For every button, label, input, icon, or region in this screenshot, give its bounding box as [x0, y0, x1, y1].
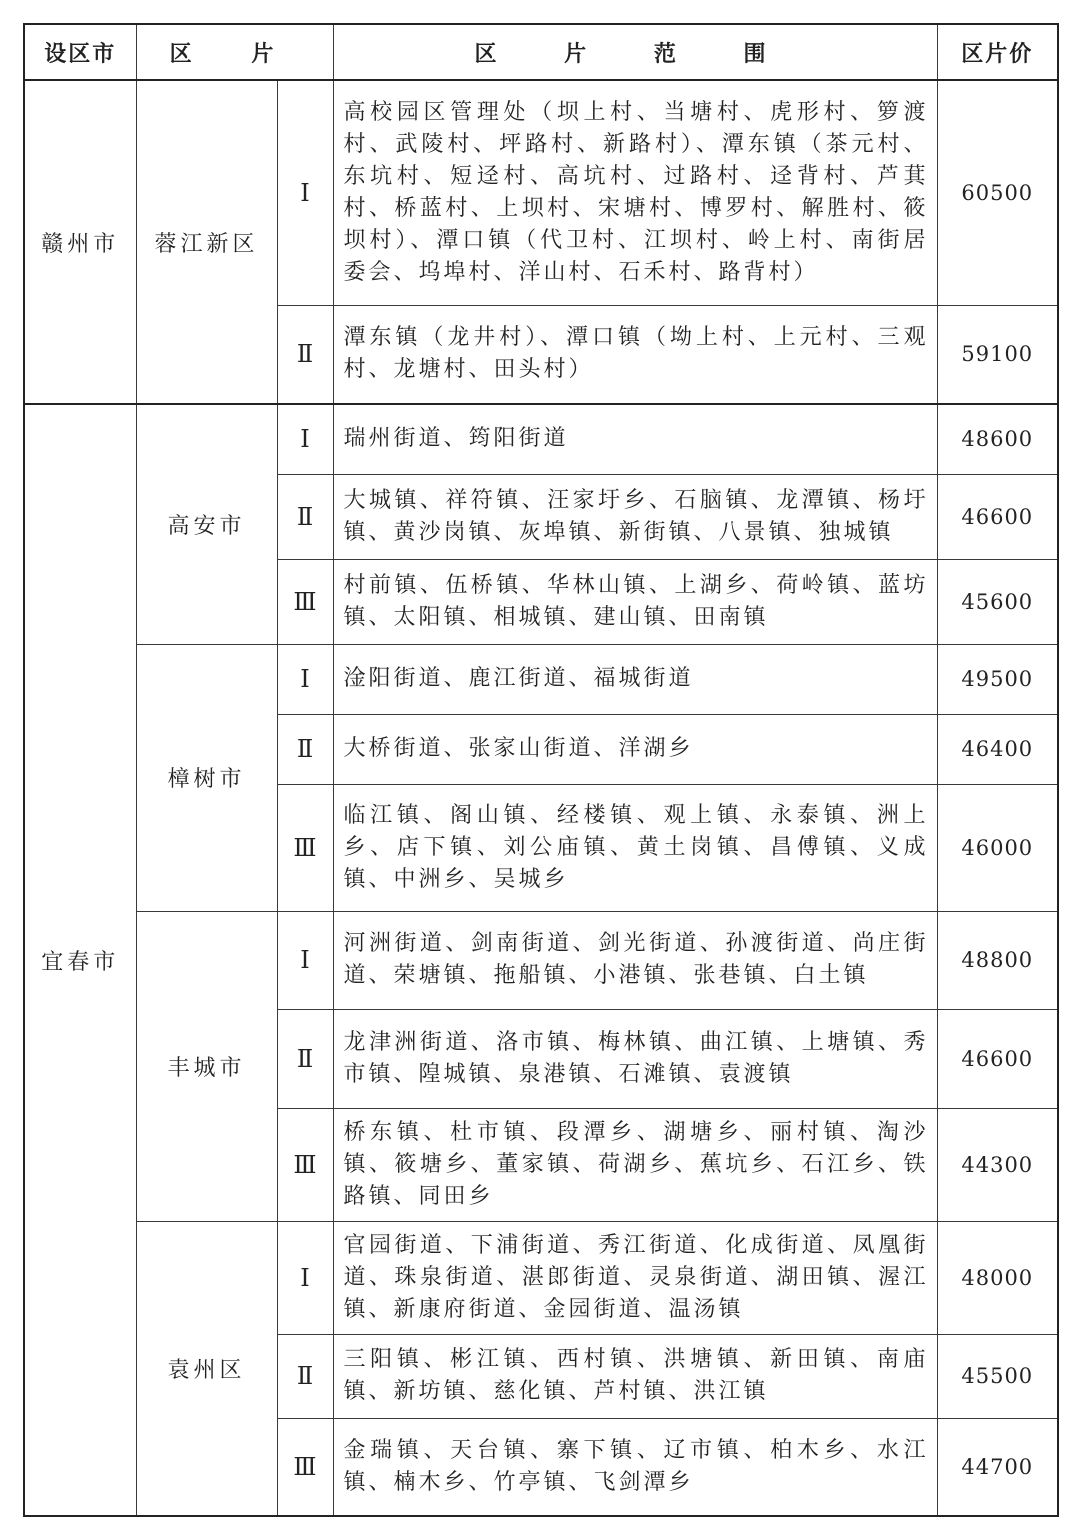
- zone-cell: Ⅰ: [277, 404, 333, 474]
- zone-cell: Ⅱ: [277, 1334, 333, 1418]
- zone-cell: Ⅰ: [277, 1221, 333, 1334]
- price-cell: 48600: [937, 404, 1058, 474]
- price-cell: 44300: [937, 1108, 1058, 1221]
- zone-cell: Ⅲ: [277, 559, 333, 644]
- range-cell: 潭东镇（龙井村）、潭口镇（坳上村、上元村、三观村、龙塘村、田头村）: [333, 305, 937, 404]
- range-cell: 大桥街道、张家山街道、洋湖乡: [333, 714, 937, 784]
- zone-cell: Ⅲ: [277, 1108, 333, 1221]
- zone-cell: Ⅰ: [277, 911, 333, 1009]
- table-row: [24, 80, 1058, 305]
- district-cell: 高安市: [136, 404, 277, 644]
- price-cell: 46600: [937, 474, 1058, 559]
- table-row: [24, 644, 1058, 714]
- land-price-table: [23, 23, 1059, 1517]
- price-cell: 44700: [937, 1418, 1058, 1516]
- district-cell: 袁州区: [136, 1221, 277, 1516]
- range-cell: 桥东镇、杜市镇、段潭乡、湖塘乡、丽村镇、淘沙镇、筱塘乡、董家镇、荷湖乡、蕉坑乡、石江乡、铁路镇、同田乡: [333, 1108, 937, 1221]
- price-cell: 49500: [937, 644, 1058, 714]
- header-range: 区 片 范 围: [333, 24, 937, 80]
- district-cell: 蓉江新区: [136, 80, 277, 404]
- price-cell: 46600: [937, 1009, 1058, 1108]
- range-cell: 临江镇、阁山镇、经楼镇、观上镇、永泰镇、洲上乡、店下镇、刘公庙镇、黄土岗镇、昌傅镇、义成镇、中洲乡、吴城乡: [333, 784, 937, 911]
- range-cell: 龙津洲街道、洛市镇、梅林镇、曲江镇、上塘镇、秀市镇、隍城镇、泉港镇、石滩镇、袁渡镇: [333, 1009, 937, 1108]
- price-cell: 59100: [937, 305, 1058, 404]
- zone-cell: Ⅱ: [277, 714, 333, 784]
- city-cell: 赣州市: [24, 80, 136, 404]
- district-cell: 丰城市: [136, 911, 277, 1221]
- price-cell: 46400: [937, 714, 1058, 784]
- range-cell: 淦阳街道、鹿江街道、福城街道: [333, 644, 937, 714]
- range-cell: 瑞州街道、筠阳街道: [333, 404, 937, 474]
- district-cell: 樟树市: [136, 644, 277, 911]
- price-cell: 46000: [937, 784, 1058, 911]
- header-city: 设区市: [24, 24, 136, 80]
- range-cell: 三阳镇、彬江镇、西村镇、洪塘镇、新田镇、南庙镇、新坊镇、慈化镇、芦村镇、洪江镇: [333, 1334, 937, 1418]
- price-cell: 48800: [937, 911, 1058, 1009]
- header-district: 区 片: [136, 24, 333, 80]
- price-cell: 60500: [937, 80, 1058, 305]
- range-cell: 官园街道、下浦街道、秀江街道、化成街道、凤凰街道、珠泉街道、湛郎街道、灵泉街道、湖田镇、渥江镇、新康府街道、金园街道、温汤镇: [333, 1221, 937, 1334]
- header-price: 区片价: [937, 24, 1058, 80]
- range-cell: 高校园区管理处（坝上村、当塘村、虎形村、箩渡村、武陵村、坪路村、新路村）、潭东镇（茶元村、东坑村、短迳村、高坑村、过路村、迳背村、芦萁村、桥蓝村、上坝村、宋塘村、博罗村、解胜村、筱坝村）、潭口镇（代卫村、江坝村、岭上村、南街居委会、坞埠村、洋山村、石禾村、路背村）: [333, 80, 937, 305]
- table-row: [24, 1221, 1058, 1334]
- range-cell: 大城镇、祥符镇、汪家圩乡、石脑镇、龙潭镇、杨圩镇、黄沙岗镇、灰埠镇、新街镇、八景镇、独城镇: [333, 474, 937, 559]
- price-cell: 48000: [937, 1221, 1058, 1334]
- zone-cell: Ⅱ: [277, 474, 333, 559]
- price-cell: 45500: [937, 1334, 1058, 1418]
- zone-cell: Ⅲ: [277, 784, 333, 911]
- zone-cell: Ⅲ: [277, 1418, 333, 1516]
- range-cell: 村前镇、伍桥镇、华林山镇、上湖乡、荷岭镇、蓝坊镇、太阳镇、相城镇、建山镇、田南镇: [333, 559, 937, 644]
- zone-cell: Ⅱ: [277, 305, 333, 404]
- range-cell: 金瑞镇、天台镇、寨下镇、辽市镇、柏木乡、水江镇、楠木乡、竹亭镇、飞剑潭乡: [333, 1418, 937, 1516]
- range-cell: 河洲街道、剑南街道、剑光街道、孙渡街道、尚庄街道、荣塘镇、拖船镇、小港镇、张巷镇、白土镇: [333, 911, 937, 1009]
- zone-cell: Ⅰ: [277, 80, 333, 305]
- city-cell: 宜春市: [24, 404, 136, 1516]
- table-row: [24, 911, 1058, 1009]
- header-row: [24, 24, 1058, 80]
- zone-cell: Ⅰ: [277, 644, 333, 714]
- zone-cell: Ⅱ: [277, 1009, 333, 1108]
- price-cell: 45600: [937, 559, 1058, 644]
- table-row: [24, 404, 1058, 474]
